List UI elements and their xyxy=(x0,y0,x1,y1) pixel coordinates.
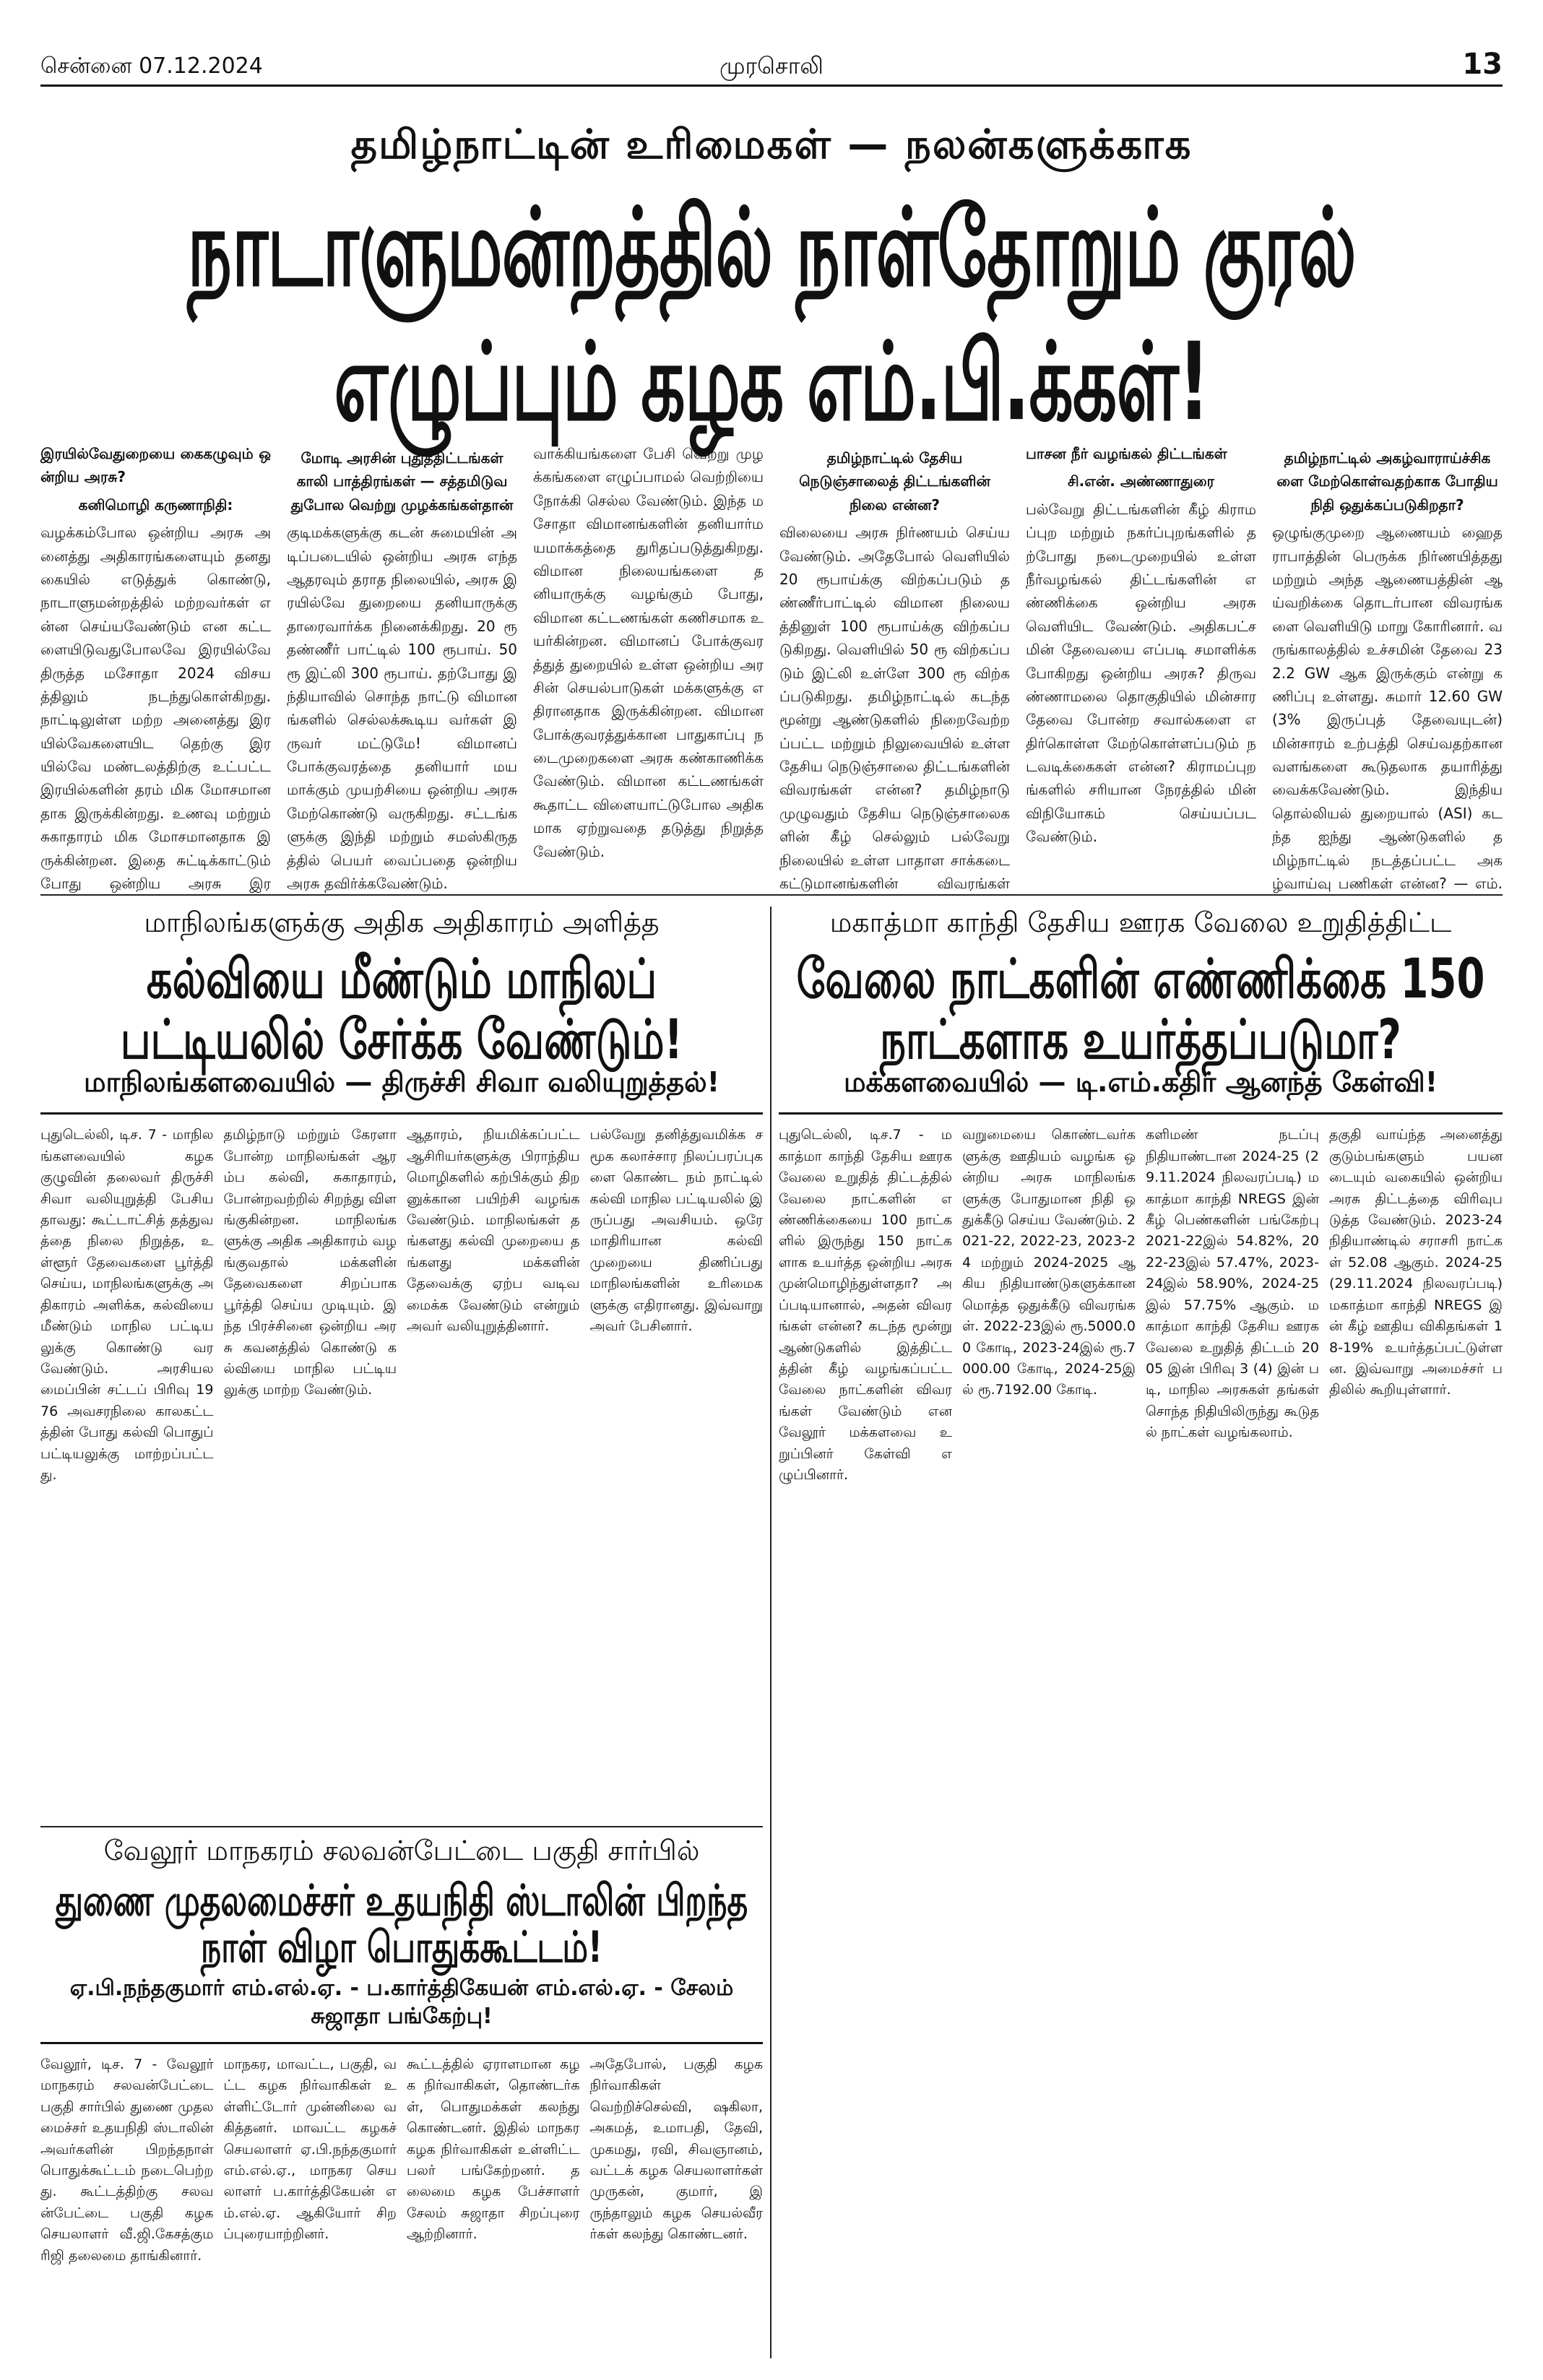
main-headline: நாடாளுமன்றத்தில் நாள்தோறும் குரல் எழுப்பும் கழக எம்.பி.க்கள்! xyxy=(187,185,1356,445)
birthday-event-story xyxy=(40,1835,763,2380)
answer: குடிமக்களுக்கு கடன் சுமையின் அடிப்படையில் ஒன்றிய அரசு எந்த ஆதரவும் தராத நிலையில், அரசு இரயில்வே துறையை தனியாருக்கு தாரைவார்க்க நினைக்கிறது. 20 ரூ தண்ணீர் பாட்டில் 100 ரூபாய். 50 ரூ இட்லி 300 ரூபாய். தற்போது இந்தியாவில் சொந்த நாட்டு விமானங்களில் செல்லக்கூடிய வர்கள் இருவர் மட்டுமே! விமானப் போக்குவரத்தை தனியார் மயமாக்கும் முயற்சியை ஒன்றிய அரசு மேற்கொண்டு வருகிறது. சட்டங்களுக்கு இந்தி மற்றும் சமஸ்கிருதத்தில் பெயர் வைப்பதை ஒன்றிய அரசு தவிர்க்கவேண்டும். xyxy=(287,524,517,893)
divider xyxy=(40,2042,763,2044)
body-column: பல்வேறு தனித்துவமிக்க சமூக கலாச்சார நிலப்பரப்புகளை கொண்ட நம் நாட்டில் கல்வி மாநில பட்டியலில் இருப்பது அவசியம். ஒரே மாதிரியான கல்வி முறையை திணிப்பது மாநிலங்களின் உரிமைகளுக்கு எதிரானது. இவ்வாறு அவர் பேசினார். xyxy=(589,1127,763,1335)
question: இரயில்வேதுறையை கைகழுவும் ஒன்றிய அரசு? xyxy=(40,445,271,486)
top-column-4 xyxy=(779,442,1010,897)
speaker: சி.என். அண்ணாதுரை xyxy=(1068,472,1214,490)
story-headline: கல்வியை மீண்டும் மாநிலப் பட்டியலில் சேர்க்க வேண்டும்! xyxy=(120,948,683,1072)
issue-date: சென்னை 07.12.2024 xyxy=(40,53,263,79)
top-column-3 xyxy=(533,442,764,897)
body-column: களிமண் நடப்பு நிதியாண்டான 2024-25 (29.11.2024 நிலவரப்படி) மகாத்மா காந்தி NREGS இன் கீழ் பெண்களின் பங்கேற்பு 2021-22இல் 54.82%, 2022-23இல் 57.47%, 2023-24இல் 58.90%, 2024-25இல் 57.75% ஆகும். மகாத்மா காந்தி தேசிய ஊரக வேலை உறுதித் திட்டம் 2005 இன் பிரிவு 3 (4) இன் படி, மாநில அரசுகள் தங்கள் சொந்த நிதியிலிருந்து கூடுதல் நாட்கள் வழங்கலாம். xyxy=(1146,1127,1319,1441)
education-story xyxy=(40,906,763,1847)
speaker: கனிமொழி கருணாநிதி: xyxy=(78,496,233,514)
body-column: தகுதி வாய்ந்த அனைத்து குடும்பங்களும் பயனடையும் வகையில் ஒன்றிய அரசு திட்டத்தை விரிவுபடுத்த வேண்டும். 2023-24 நிதியாண்டில் சராசரி நாட்கள் 52.08 ஆகும். 2024-25 (29.11.2024 நிலவரப்படி) மகாத்மா காந்தி NREGS இன் கீழ் ஊதிய விகிதங்கள் 18-19% உயர்த்தப்பட்டுள்ளன. இவ்வாறு அமைச்சர் பதிலில் கூறியுள்ளார். xyxy=(1329,1127,1503,1398)
subhead: மோடி அரசின் புதுத்திட்டங்கள் காலி பாத்திரங்கள் — சத்தமிடுவதுபோல வெற்று முழக்கங்கள்தான் xyxy=(290,449,514,514)
story-kicker: வேலூர் மாநகரம் சலவன்பேட்டை பகுதி சார்பில் xyxy=(103,1835,700,1866)
body-column: தமிழ்நாடு மற்றும் கேரளா போன்ற மாநிலங்கள் ஆரம்ப கல்வி, சுகாதாரம், போன்றவற்றில் சிறந்து விளங்குகின்றன. மாநிலங்களுக்கு அதிக அதிகாரம் வழங்குவதால் மக்களின் தேவைகளை சிறப்பாக பூர்த்தி செய்ய முடியும். இந்த பிரச்சினை ஒன்றிய அரசு கவனத்தில் கொண்டு கல்வியை மாநில பட்டியலுக்கு மாற்ற வேண்டும். xyxy=(223,1127,397,1398)
body-column: புதுடெல்லி, டிச.7 - மகாத்மா காந்தி தேசிய ஊரக வேலை உறுதித் திட்டத்தில் வேலை நாட்களின் எண்ணிக்கையை 100 நாட்களில் இருந்து 150 நாட்களாக உயர்த்த ஒன்றிய அரசு முன்மொழிந்துள்ளதா? அப்படியானால், அதன் விவரங்கள் என்ன? கடந்த மூன்று ஆண்டுகளில் இத்திட்டத்தின் கீழ் வழங்கப்பட்ட வேலை நாட்களின் விவரங்கள் வேண்டும் என வேலூர் மக்களவை உறுப்பினர் கேள்வி எழுப்பினார். xyxy=(779,1127,952,1484)
story-kicker: மாநிலங்களுக்கு அதிக அதிகாரம் அளித்த xyxy=(144,906,660,938)
top-story xyxy=(40,442,1503,897)
answer: வாக்கியங்களை பேசி வெற்று முழக்கங்களை எழுப்பாமல் வெற்றியை நோக்கி செல்ல வேண்டும். இந்த மசோதா விமானங்களின் தனியார்மயமாக்கத்தை துரிதப்படுத்துகிறது. விமான நிலையங்களை தனியாருக்கு வழங்கும் போது, விமான கட்டணங்கள் கணிசமாக உயர்கின்றன. விமானப் போக்குவரத்துத் துறையில் உள்ள ஒன்றிய அரசின் செயல்பாடுகள் மக்களுக்கு எதிரானதாக இருக்கின்றன. விமான போக்குவரத்துக்கான பாதுகாப்பு நடைமுறைகளை அரசு கண்காணிக்க வேண்டும். விமான கட்டணங்கள் கூதாட்ட விளையாட்டுபோல அதிகமாக ஏற்றுவதை தடுத்து நிறுத்த வேண்டும். xyxy=(533,445,764,860)
page-number: 13 xyxy=(1462,48,1503,81)
story-kicker: மகாத்மா காந்தி தேசிய ஊரக வேலை உறுதித்திட்ட xyxy=(829,906,1452,938)
answer: பல்வேறு திட்டங்களின் கீழ் கிராமப்புற மற்றும் நகர்ப்புறங்களில் தற்போது நடைமுறையில் உள்ள நீர்வழங்கல் திட்டங்களின் எண்ணிக்கை ஒன்றிய அரசு வெளியிட வேண்டும். அதிகபட்ச மின் தேவையை எப்படி சமாளிக்க போகிறது ஒன்றிய அரசு? திருவண்ணாமலை தொகுதியில் மின்சார தேவை போன்ற சவால்களை எதிர்கொள்ள மேற்கொள்ளப்படும் நடவடிக்கைகள் என்ன? கிராமப்புறங்களில் சரியான நேரத்தில் மின் விநியோகம் செய்யப்பட வேண்டும். xyxy=(1026,500,1256,846)
answer: ஒழுங்குமுறை ஆணையம் ஹைதராபாத்தின் பெருக்க நிர்ணயித்தது மற்றும் அந்த ஆணையத்தின் ஆய்வறிக்கை தொடர்பான விவரங்களை வெளியிடு மாறு கோரினார். வருங்காலத்தில் உச்சமின் தேவை 232.2 GW ஆக இருக்கும் என்று கணிப்பு உள்ளது. சுமார் 12.60 GW (3% இருப்புத் தேவையுடன்) மின்சாரம் உற்பத்தி செய்வதற்கான வளங்களை கூடுதலாக தயாரித்து வைக்கவேண்டும். இந்திய தொல்லியல் துறையால் (ASI) கடந்த ஐந்து ஆண்டுகளில் தமிழ்நாட்டில் நடத்தப்பட்ட அகழ்வாய்வு பணிகள் என்ன? — எம். xyxy=(1272,524,1503,893)
story-body xyxy=(779,1125,1503,2380)
subhead: தமிழ்நாட்டில் தேசிய நெடுஞ்சாலைத் திட்டங்களின் நிலை என்ன? xyxy=(799,449,990,514)
story-byline: மக்களவையில் — டி.எம்.கதிர் ஆனந்த் கேள்வி! xyxy=(843,1066,1438,1099)
subhead: தமிழ்நாட்டில் அகழ்வாராய்ச்சிகளை மேற்கொள்வதற்காக போதிய நிதி ஒதுக்கப்படுகிறதா? xyxy=(1276,449,1498,514)
body-column: புதுடெல்லி, டிச. 7 - மாநிலங்களவையில் கழக குழுவின் தலைவர் திருச்சி சிவா வலியுறுத்தி பேசியதாவது: கூட்டாட்சித் தத்துவத்தை நிலை நிறுத்த, உள்ளூர் தேவைகளை பூர்த்தி செய்ய, மாநிலங்களுக்கு அதிகாரம் அளிக்க, கல்வியை மீண்டும் மாநில பட்டியலுக்கு கொண்டு வர வேண்டும். அரசியலமைப்பின் சட்டப் பிரிவு 1976 அவசரநிலை காலகட்டத்தின் போது கல்வி பொதுப் பட்டியலுக்கு மாற்றப்பட்டது. xyxy=(40,1127,214,1484)
top-column-2 xyxy=(287,442,517,897)
story-byline: ஏ.பி.நந்தகுமார் எம்.எல்.ஏ. - ப.கார்த்திகேயன் எம்.எல்.ஏ. - சேலம் சுஜாதா பங்கேற்பு! xyxy=(69,1975,734,2029)
body-column: கூட்டத்தில் ஏராளமான கழக நிர்வாகிகள், தொண்டர்கள், பொதுமக்கள் கலந்து கொண்டனர். இதில் மாநகர கழக நிர்வாகிகள் உள்ளிட்ட பலர் பங்கேற்றனர். தலைமை கழக பேச்சாளர் சேலம் சுஜாதா சிறப்புரை ஆற்றினார். xyxy=(407,2056,580,2243)
employment-story xyxy=(779,906,1503,2380)
answer: வழக்கம்போல ஒன்றிய அரசு அனைத்து அதிகாரங்களையும் தனது கையில் எடுத்துக் கொண்டு, நாடாளுமன்றத்தில் மற்றவர்கள் என்ன செய்யவேண்டும் என கட்டளையிடுவதுபோலவே இரயில்வே திருத்த மசோதா 2024 விசயத்திலும் நடந்துகொள்கிறது. நாட்டிலுள்ள மற்ற அனைத்து இரயில்வேகளையிட தெற்கு இரயில்வே மண்டலத்திற்கு உட்பட்ட இரயில்களின் தரம் மிக மோசமானதாக இருக்கின்றது. உணவு மற்றும் சுகாதாரம் மிக மோசமானதாக இருக்கின்றன. இதை சுட்டிக்காட்டும் போது ஒன்றிய அரசு இர xyxy=(40,524,271,893)
top-column-5 xyxy=(1026,442,1256,897)
story-body xyxy=(40,2054,763,2380)
top-kicker: தமிழ்நாட்டின் உரிமைகள் — நலன்களுக்காக xyxy=(350,121,1193,168)
question: பாசன நீர் வழங்கல் திட்டங்கள் xyxy=(1026,445,1227,462)
top-column-6 xyxy=(1272,442,1503,897)
answer: விலையை அரசு நிர்ணயம் செய்ய வேண்டும். அதேபோல் வெளியில் 20 ரூபாய்க்கு விற்கப்படும் தண்ணீர்பாட்டில் விமான நிலையத்தினுள் 100 ரூபாய்க்கு விற்கப்படுகிறது. வெளியில் 50 ரூ விற்கப்படும் இட்லி உள்ளே 300 ரூ விற்கப்படுகிறது. தமிழ்நாட்டில் கடந்த மூன்று ஆண்டுகளில் நிறைவேற்றப்பட்ட மற்றும் நிலுவையில் உள்ள தேசிய நெடுஞ்சாலை திட்டங்களின் விவரங்கள் என்ன? தமிழ்நாடு முழுவதும் தேசிய நெடுஞ்சாலைகளின் கீழ் செல்லும் பல்வேறு நிலையில் உள்ள பாதாள சாக்கடை கட்டுமானங்களின் விவரங்கள் xyxy=(779,524,1010,893)
body-column: ஆதாரம், நியமிக்கப்பட்ட ஆசிரியர்களுக்கு பிராந்திய மொழிகளில் கற்பிக்கும் திறனுக்கான பயிற்சி வழங்க வேண்டும். மாநிலங்கள் தங்களது கல்வி முறையை தங்களது மக்களின் தேவைக்கு ஏற்ப வடிவமைக்க வேண்டும் என்றும் அவர் வலியுறுத்தினார். xyxy=(407,1127,580,1335)
column-divider xyxy=(770,906,772,2358)
masthead xyxy=(40,43,1503,87)
top-column-1 xyxy=(40,442,271,897)
story-byline: மாநிலங்களவையில் — திருச்சி சிவா வலியுறுத்தல்! xyxy=(83,1066,720,1099)
story-headline: துணை முதலமைச்சர் உதயநிதி ஸ்டாலின் பிறந்த நாள் விழா பொதுக்கூட்டம்! xyxy=(55,1876,748,1973)
divider xyxy=(779,1112,1503,1115)
paper-name: முரசொலி xyxy=(719,52,824,79)
section-divider xyxy=(40,894,1503,896)
story-headline: வேலை நாட்களின் எண்ணிக்கை 150 நாட்களாக உயர்த்தப்படுமா? xyxy=(796,948,1485,1072)
body-column: மாநகர, மாவட்ட, பகுதி, வட்ட கழக நிர்வாகிகள் உள்ளிட்டோர் முன்னிலை வகித்தனர். மாவட்ட கழகச் செயலாளர் ஏ.பி.நந்தகுமார் எம்.எல்.ஏ., மாநகர செயலாளர் ப.கார்த்திகேயன் எம்.எல்.ஏ. ஆகியோர் சிறப்புரையாற்றினர். xyxy=(223,2056,397,2243)
body-column: வேலூர், டிச. 7 - வேலூர் மாநகரம் சலவன்பேட்டை பகுதி சார்பில் துணை முதலமைச்சர் உதயநிதி ஸ்டாலின் அவர்களின் பிறந்தநாள் பொதுக்கூட்டம் நடைபெற்றது. கூட்டத்திற்கு சலவன்பேட்டை பகுதி கழக செயலாளர் வீ.ஜி.கேசத்குமரிஜி தலைமை தாங்கினார். xyxy=(40,2056,214,2264)
divider xyxy=(40,1112,763,1115)
body-column: வறுமையை கொண்டவர்களுக்கு ஊதியம் வழங்க ஒன்றிய அரசு மாநிலங்களுக்கு போதுமான நிதி ஒதுக்கீடு செய்ய வேண்டும். 2021-22, 2022-23, 2023-24 மற்றும் 2024-2025 ஆகிய நிதியாண்டுகளுக்கான மொத்த ஒதுக்கீடு விவரங்கள். 2022-23இல் ரூ.5000.00 கோடி, 2023-24இல் ரூ.7000.00 கோடி, 2024-25இல் ரூ.7192.00 கோடி. xyxy=(962,1127,1136,1398)
story-body xyxy=(40,1125,763,1847)
body-column: அதேபோல், பகுதி கழக நிர்வாகிகள் வெற்றிச்செல்வி, ஷகிலா, அகமத், உமாபதி, தேவி, முகமது, ரவி, சிவஞானம், வட்டக் கழக செயலாளர்கள் முருகன், குமார், இருந்தாலும் கழக செயல்வீரர்கள் கலந்து கொண்டனர். xyxy=(589,2056,763,2243)
